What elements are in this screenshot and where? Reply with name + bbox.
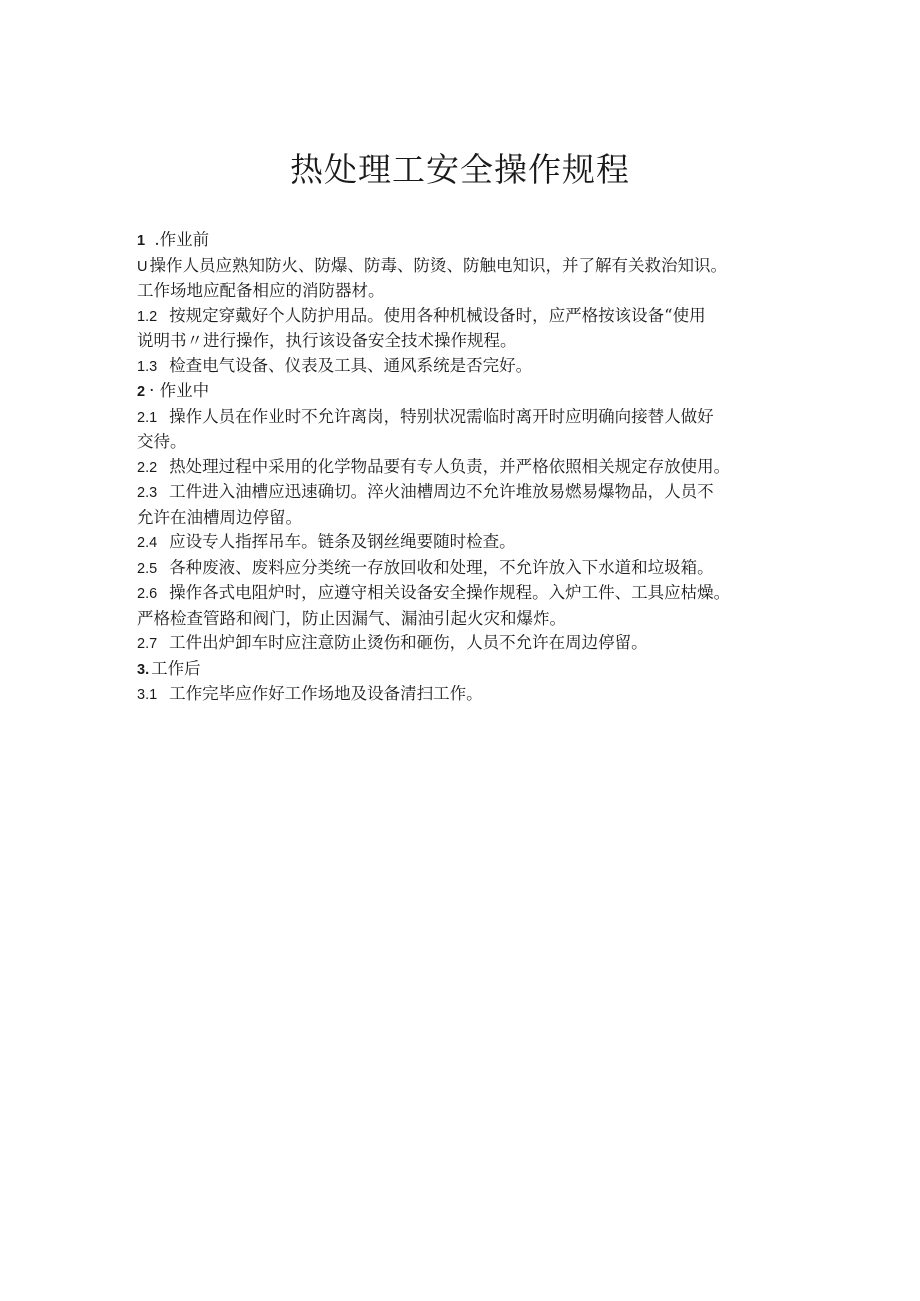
section-heading-after-work: [137, 657, 807, 683]
rule-item-2-6: [137, 581, 807, 607]
section-number: 1: [137, 233, 146, 249]
section-heading-text: · 作业中: [149, 381, 210, 400]
section-heading-before-work: [137, 228, 807, 254]
rule-item-2-7: [137, 631, 807, 657]
item-number: 1.2: [137, 308, 158, 325]
section-number: 2: [137, 384, 146, 400]
item-text: 操作人员应熟知防火、防爆、防毒、防烫、防触电知识，并了解有关救治知识。: [149, 255, 727, 275]
item-number: 2.1: [137, 409, 158, 426]
rule-item-2-4: [137, 530, 807, 556]
item-number: U: [137, 258, 148, 275]
item-text: 严格检查管路和阀门，防止因漏气、漏油引起火灾和爆炸。: [137, 608, 566, 628]
rule-item-1-1: [137, 254, 807, 280]
item-text: 工件出炉卸车时应注意防止烫伤和砸伤，人员不允许在周边停留。: [169, 633, 648, 652]
page-title: 热处理工安全操作规程: [290, 150, 630, 189]
document-body: [137, 228, 807, 708]
rule-item-2-5: [137, 556, 807, 582]
item-text: 工作场地应配备相应的消防器材。: [137, 281, 385, 300]
section-heading-during-work: [137, 379, 807, 405]
item-number: 3.1: [137, 687, 158, 703]
item-text: 应设专人指挥吊车。链条及钢丝绳要随时检查。: [169, 532, 516, 551]
section-number: 3.: [137, 661, 150, 678]
rule-item-2-6-continued: [137, 607, 807, 632]
rule-item-2-2: [137, 455, 807, 481]
rule-item-2-1-continued: [137, 430, 807, 455]
item-text: 工件进入油槽应迅速确切。淬火油槽周边不允许堆放易燃易爆物品，人员不: [169, 482, 714, 501]
item-text: 交待。: [137, 432, 187, 451]
rule-item-1-2-continued: [137, 329, 807, 354]
rule-item-2-3-continued: [137, 506, 807, 531]
item-number: 1.3: [137, 358, 158, 375]
rule-item-1-3: [137, 354, 807, 380]
item-text: 各种废液、废料应分类统一存放回收和处理，不允许放入下水道和垃圾箱。: [169, 557, 714, 577]
item-text: 检查电气设备、仪表及工具、通风系统是否完好。: [169, 355, 533, 375]
item-text: 操作各式电阻炉时，应遵守相关设备安全操作规程。入炉工件、工具应枯燥。: [169, 583, 731, 602]
item-number: 2.2: [137, 459, 158, 476]
rule-item-1-2: [137, 304, 807, 330]
item-text: 热处理过程中采用的化学物品要有专人负责，并严格依照相关规定存放使用。: [169, 456, 731, 476]
item-text: 按规定穿戴好个人防护用品。使用各种机械设备时，应严格按该设备“使用: [169, 305, 706, 325]
item-text: 允许在油槽周边停留。: [137, 507, 302, 527]
rule-item-2-3: [137, 480, 807, 506]
item-number: 2.3: [137, 485, 158, 501]
item-text: 工作完毕应作好工作场地及设备清扫工作。: [169, 684, 483, 703]
item-text: 说明书〃进行操作，执行该设备安全技术操作规程。: [137, 331, 517, 350]
item-number: 2.7: [137, 636, 158, 652]
item-number: 2.5: [137, 560, 158, 577]
rule-item-3-1: [137, 682, 807, 708]
item-number: 2.6: [137, 586, 158, 602]
rule-item-2-1: [137, 405, 807, 431]
section-heading-text: .作业前: [149, 230, 210, 249]
item-number: 2.4: [137, 535, 158, 551]
section-heading-text: 工作后: [151, 658, 201, 678]
item-text: 操作人员在作业时不允许离岗，特别状况需临时离开时应明确向接替人做好: [169, 406, 714, 426]
rule-item-1-1-continued: [137, 279, 807, 304]
